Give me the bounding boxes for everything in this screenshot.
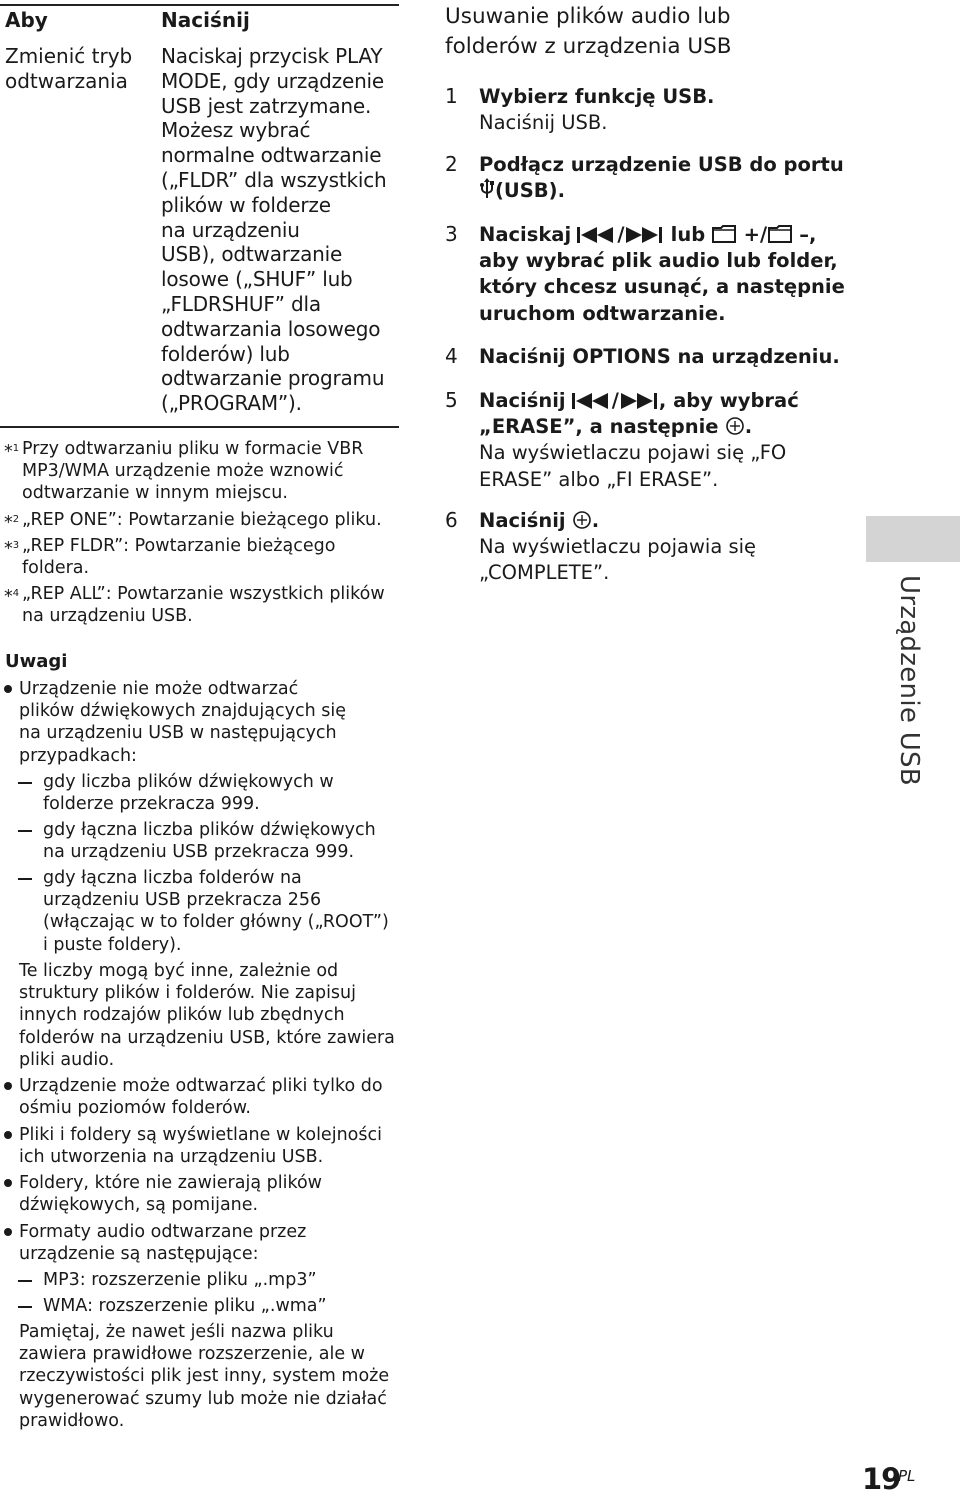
dash-mark xyxy=(18,878,32,880)
note-dash-2: gdy łączna liczba plików dźwiękowych na urządzeniu USB przekracza 999. xyxy=(18,819,402,863)
step-number-4: 4 xyxy=(445,344,458,368)
footnote-4: *$^4$ „REP ALL”: Powtarzanie wszystkich plików na urządzeniu USB. xyxy=(4,584,385,626)
page-language: PL xyxy=(898,1467,916,1485)
dash-mark xyxy=(18,1306,32,1308)
table-bottom-rule xyxy=(0,426,399,428)
step-2: Podłącz urządzenie USB do portu (USB). xyxy=(479,153,844,203)
step-1: Wybierz funkcję USB. Naciśnij USB. xyxy=(479,85,715,135)
note-bullet-2: Urządzenie może odtwarzać pliki tylko do ośmiu poziomów folderów. xyxy=(4,1075,402,1119)
usb-icon xyxy=(479,178,495,200)
table-cell-action: Zmienić tryb odtwarzania xyxy=(5,44,133,93)
table-cell-instruction: Naciskaj przycisk PLAY MODE, gdy urządzenie USB jest zatrzymane. Możesz wybrać normalne odtwarzanie („FLDR” dla wszystkich plików w folderze na urządzeniu USB), odtwarzanie losowe („SHUF” lub „FLDRSHUF” dla odtwarzania losowego folderów) lub odtwarzanie programu („PROGRAM”). xyxy=(161,44,387,416)
note-bullet-4: Foldery, które nie zawierają plików dźwiękowych, są pomijane. xyxy=(4,1172,402,1216)
note-dash-4: MP3: rozszerzenie pliku „.mp3” xyxy=(18,1269,402,1291)
note-paragraph-1: Te liczby mogą być inne, zależnie od struktury plików i folderów. Nie zapisuj innych rodzajów plików lub zbędnych folderów na urządzeniu USB, które zawiera pliki audio. xyxy=(19,961,395,1070)
note-dash-3: gdy łączna liczba folderów na urządzeniu USB przekracza 256 (włączając w to folder główny („ROOT”) i puste foldery). xyxy=(18,867,402,956)
dash-mark xyxy=(18,782,32,784)
folder-icon xyxy=(767,224,793,244)
next-track-icon xyxy=(624,226,664,244)
side-tab-label: Urządzenie USB xyxy=(894,575,924,786)
bullet-dot xyxy=(4,1082,12,1090)
note-paragraph-2: Pamiętaj, że nawet jeśli nazwa pliku zawiera prawidłowe rozszerzenie, ale w rzeczywistości plik jest inny, system może wygenerować szumy lub może nie działać prawidłowo. xyxy=(19,1322,390,1431)
footnote-2: *$^2$ „REP ONE”: Powtarzanie bieżącego pliku. xyxy=(4,510,382,533)
note-dash-1: gdy liczba plików dźwiękowych w folderze przekracza 999. xyxy=(18,771,402,815)
page-number: 19 xyxy=(862,1462,901,1496)
enter-button-icon xyxy=(572,510,592,530)
next-track-icon xyxy=(619,392,659,410)
note-bullet-3: Pliki i foldery są wyświetlane w kolejności ich utworzenia na urządzeniu USB. xyxy=(4,1124,402,1168)
step-number-3: 3 xyxy=(445,222,458,246)
footnote-1: *$^1$ Przy odtwarzaniu pliku w formacie VBR MP3/WMA urządzenie może wznowić odtwarzanie w innym miejscu. xyxy=(4,439,364,503)
footnote-3: *$^3$ „REP FLDR”: Powtarzanie bieżącego foldera. xyxy=(4,536,336,578)
step-5: Naciśnij / , aby wybrać „ERASE”, a następnie . Na wyświetlaczu pojawi się „FO ERASE” albo „FI ERASE”. xyxy=(479,389,799,491)
step-3: Naciskaj / lub +/ –, aby wybrać plik audio lub folder, który chcesz usunąć, a następnie uruchom odtwarzanie. xyxy=(479,223,845,325)
bullet-dot xyxy=(4,1131,12,1139)
note-bullet-1: Urządzenie nie może odtwarzać plików dźwiękowych znajdujących się na urządzeniu USB w następujących przypadkach: xyxy=(4,678,402,767)
step-number-5: 5 xyxy=(445,388,458,412)
bullet-dot xyxy=(4,685,12,693)
dash-mark xyxy=(18,1280,32,1282)
table-top-rule xyxy=(0,4,399,6)
step-6: Naciśnij . Na wyświetlaczu pojawia się „COMPLETE”. xyxy=(479,509,757,585)
bullet-dot xyxy=(4,1228,12,1236)
step-number-6: 6 xyxy=(445,508,458,532)
step-number-2: 2 xyxy=(445,152,458,176)
section-title: Usuwanie plików audio lub folderów z urządzenia USB xyxy=(445,4,732,59)
enter-button-icon xyxy=(725,416,745,436)
step-4: Naciśnij OPTIONS na urządzeniu. xyxy=(479,345,840,368)
side-tab-marker xyxy=(866,516,960,562)
table-header-nacisnij: Naciśnij xyxy=(161,8,250,32)
bullet-dot xyxy=(4,1179,12,1187)
note-dash-5: WMA: rozszerzenie pliku „.wma” xyxy=(18,1295,402,1317)
folder-icon xyxy=(711,224,737,244)
previous-track-icon xyxy=(572,392,612,410)
dash-mark xyxy=(18,830,32,832)
previous-track-icon xyxy=(577,226,617,244)
table-header-aby: Aby xyxy=(5,8,48,32)
step-number-1: 1 xyxy=(445,84,458,108)
notes-heading: Uwagi xyxy=(5,651,68,672)
note-bullet-5: Formaty audio odtwarzane przez urządzenie są następujące: xyxy=(4,1221,402,1265)
